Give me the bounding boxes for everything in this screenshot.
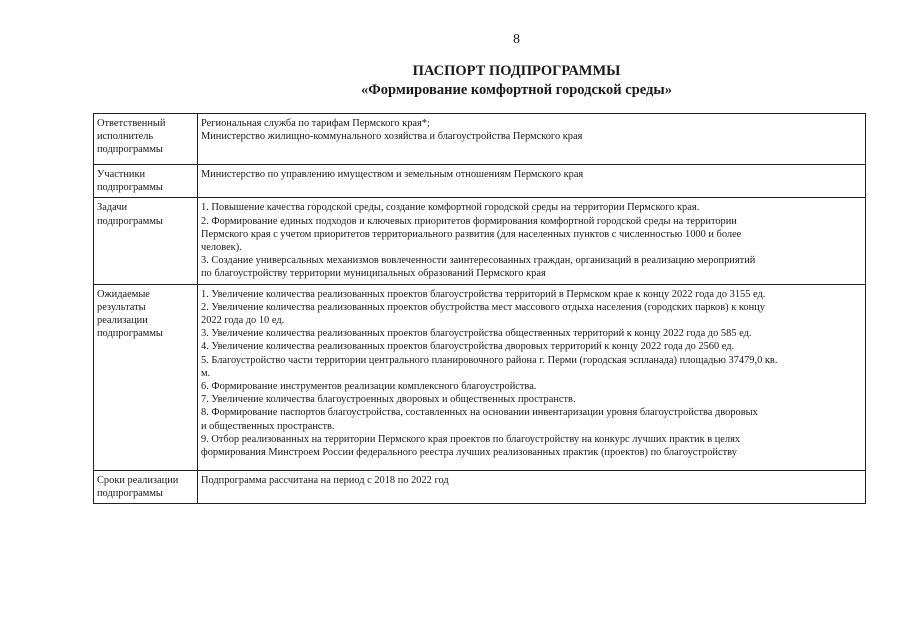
label-line: Ожидаемые bbox=[97, 288, 150, 300]
passport-table bbox=[93, 113, 866, 504]
content-line: 5. Благоустройство части территории центрального планировочного района г. Перми (городская эспланада) площадью 37479,0 кв. bbox=[201, 354, 778, 366]
content-line: Пермского края с учетом приоритетов территориального развития (для населенных пунктов с численностью 1000 и более bbox=[201, 228, 742, 240]
content-line: Министерство жилищно-коммунального хозяйства и благоустройства Пермского края bbox=[201, 131, 583, 143]
title-line-2: «Формирование комфортной городской среды» bbox=[361, 82, 672, 98]
content-line: 4. Увеличение количества реализованных проектов благоустройства дворовых территорий к концу 2022 года до 2560 ед. bbox=[201, 341, 735, 353]
content-line: 2022 года до 10 ед. bbox=[201, 315, 285, 327]
content-line: Региональная служба по тарифам Пермского края*; bbox=[201, 118, 430, 129]
row-content bbox=[198, 165, 866, 198]
content-line: 3. Создание универсальных механизмов вовлеченности заинтересованных граждан, организаций в реализацию мероприятий bbox=[201, 255, 756, 267]
content-line: 9. Отбор реализованных на территории Пермского края проектов по благоустройству на конкурс лучших практик в целях bbox=[201, 433, 741, 445]
label-line: Задачи bbox=[97, 202, 128, 214]
label-line: результаты bbox=[97, 301, 146, 313]
label-line: подпрограммы bbox=[97, 487, 163, 499]
content-line: человек). bbox=[201, 242, 242, 254]
content-line: 1. Увеличение количества реализованных проектов благоустройства территорий в Пермском крае к концу 2022 года до 3155 ед. bbox=[201, 288, 766, 300]
content-line: Министерство по управлению имуществом и земельным отношениям Пермского края bbox=[201, 169, 584, 180]
row-label bbox=[94, 165, 198, 198]
content-line: формирования Минстроем России федерального реестра лучших реализованных практик (проектов) по благоустройству bbox=[201, 447, 737, 459]
row-label bbox=[94, 470, 198, 503]
content-line: 3. Увеличение количества реализованных проектов благоустройства общественных территорий к концу 2022 года до 585 ед. bbox=[201, 328, 752, 340]
label-line: подпрограммы bbox=[97, 144, 163, 156]
content-line: по благоустройству территории муниципальных образований Пермского края bbox=[201, 268, 546, 280]
row-label bbox=[94, 114, 198, 165]
label-line: Сроки реализации bbox=[97, 474, 179, 486]
document-title bbox=[64, 62, 905, 100]
label-line: Ответственный bbox=[97, 118, 166, 129]
label-line: подпрограммы bbox=[97, 215, 163, 227]
content-line: 2. Формирование единых подходов и ключевых приоритетов формирования комфортной городской среды на территории bbox=[201, 215, 737, 227]
table-row-tasks bbox=[94, 198, 866, 284]
content-line: 7. Увеличение количества благоустроенных дворовых и общественных пространств. bbox=[201, 394, 576, 406]
table-row-participants bbox=[94, 165, 866, 198]
table-row-expected-results bbox=[94, 284, 866, 470]
content-line: и общественных пространств. bbox=[201, 420, 335, 432]
content-line: 6. Формирование инструментов реализации комплексного благоустройства. bbox=[201, 381, 537, 393]
row-label bbox=[94, 284, 198, 470]
label-line: подпрограммы bbox=[97, 182, 163, 194]
table-row-implementation-terms bbox=[94, 470, 866, 503]
content-line: м. bbox=[201, 367, 211, 379]
label-line: Участники bbox=[97, 169, 146, 180]
row-label bbox=[94, 198, 198, 284]
content-line: Подпрограмма рассчитана на период с 2018 по 2022 год bbox=[201, 474, 449, 486]
label-line: исполнитель bbox=[97, 131, 154, 143]
row-content bbox=[198, 114, 866, 165]
content-line: 2. Увеличение количества реализованных проектов обустройства мест массового отдыха населения (городских парков) к концу bbox=[201, 301, 765, 313]
content-line: 8. Формирование паспортов благоустройства, составленных на основании инвентаризации уровня благоустройства дворовых bbox=[201, 407, 758, 419]
row-content bbox=[198, 198, 866, 284]
page-number: 8 bbox=[513, 32, 520, 47]
label-line: реализации bbox=[97, 315, 148, 327]
table-row-responsible-executor bbox=[94, 114, 866, 165]
label-line: подпрограммы bbox=[97, 328, 163, 340]
content-line: 1. Повышение качества городской среды, создание комфортной городской среды на территории Пермского края. bbox=[201, 202, 700, 214]
title-line-1: ПАСПОРТ ПОДПРОГРАММЫ bbox=[412, 63, 621, 79]
row-content bbox=[198, 470, 866, 503]
row-content bbox=[198, 284, 866, 470]
